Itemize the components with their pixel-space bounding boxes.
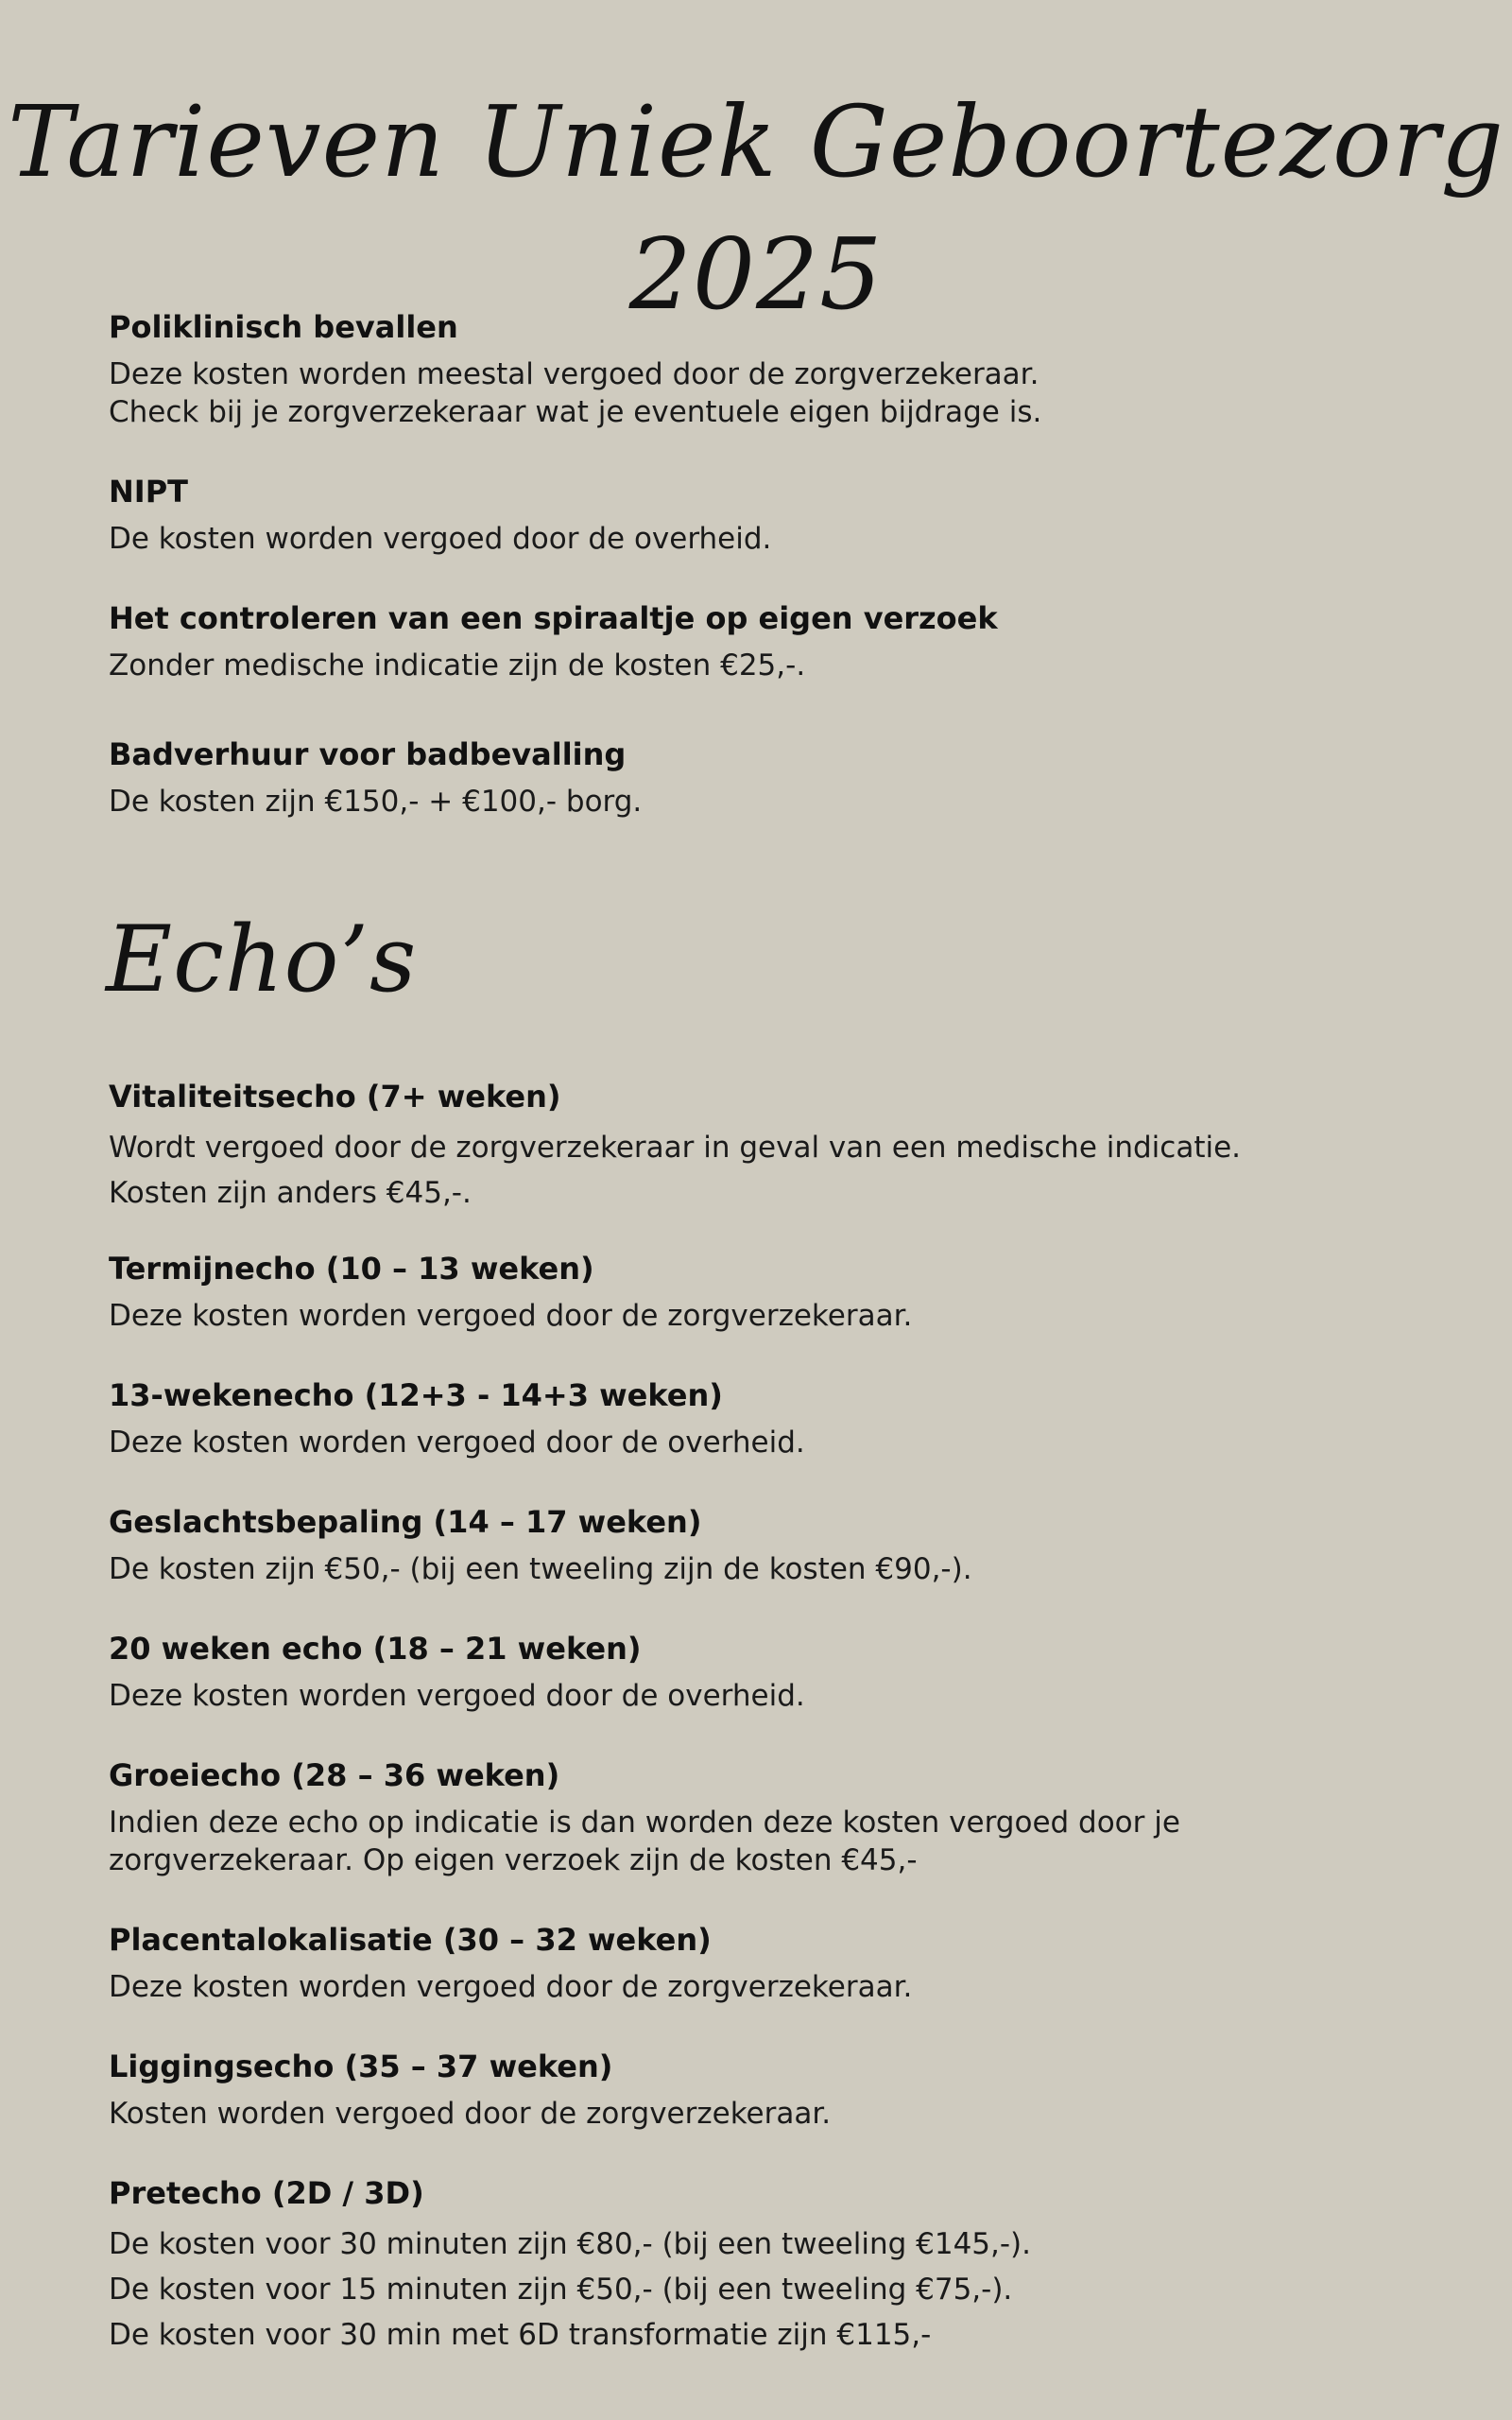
item-text: zorgverzekeraar. Op eigen verzoek zijn de kosten €45,- — [109, 1843, 918, 1877]
item-text: Wordt vergoed door de zorgverzekeraar in geval van een medische indicatie. — [109, 1131, 1242, 1165]
item-badverhuur — [109, 735, 1413, 821]
item-text: De kosten zijn €150,- + €100,- borg. — [109, 785, 643, 819]
item-text: De kosten worden vergoed door de overheid. — [109, 522, 772, 556]
item-placentalokalisatie — [109, 1921, 1413, 2006]
item-heading: Het controleren van een spiraaltje op eigen verzoek — [109, 600, 998, 636]
item-vitaliteitsecho — [109, 1078, 1413, 1216]
item-heading: Pretecho (2D / 3D) — [109, 2175, 424, 2211]
item-spiraaltje — [109, 599, 1413, 684]
item-text: Deze kosten worden vergoed door de zorgverzekeraar. — [109, 1970, 913, 2004]
item-pretecho — [109, 2174, 1413, 2358]
item-text: Kosten worden vergoed door de zorgverzekeraar. — [109, 2097, 832, 2131]
item-heading: Groeiecho (28 – 36 weken) — [109, 1757, 560, 1793]
page-title: Tarieven Uniek Geboortezorg 2025 — [8, 84, 1504, 332]
item-text: Deze kosten worden vergoed door de overheid. — [109, 1426, 805, 1460]
item-text: Deze kosten worden meestal vergoed door de zorgverzekeraar. — [109, 357, 1040, 391]
item-text: Kosten zijn anders €45,-. — [109, 1176, 472, 1210]
item-termijnecho — [109, 1250, 1413, 1335]
item-text: Zonder medische indicatie zijn de kosten €25,-. — [109, 648, 806, 683]
item-text: Deze kosten worden vergoed door de zorgverzekeraar. — [109, 1299, 913, 1333]
item-text: De kosten voor 30 min met 6D transformatie zijn €115,- — [109, 2318, 932, 2352]
item-20-weken-echo — [109, 1630, 1413, 1715]
section-title-echos: Echo’s — [106, 907, 418, 1012]
item-heading: Termijnecho (10 – 13 weken) — [109, 1251, 594, 1287]
item-heading: 20 weken echo (18 – 21 weken) — [109, 1631, 642, 1667]
item-liggingsecho — [109, 2048, 1413, 2133]
item-heading: 13-wekenecho (12+3 - 14+3 weken) — [109, 1377, 723, 1413]
item-heading: Placentalokalisatie (30 – 32 weken) — [109, 1922, 712, 1958]
item-text: De kosten zijn €50,- (bij een tweeling zijn de kosten €90,-). — [109, 1552, 972, 1586]
item-poliklinisch-bevallen — [109, 308, 1413, 431]
item-geslachtsbepaling — [109, 1503, 1413, 1588]
item-13-wekenecho — [109, 1376, 1413, 1461]
item-heading: Poliklinisch bevallen — [109, 309, 458, 345]
item-text: Deze kosten worden vergoed door de overheid. — [109, 1679, 805, 1713]
item-heading: NIPT — [109, 474, 188, 510]
item-heading: Liggingsecho (35 – 37 weken) — [109, 2048, 613, 2084]
item-groeiecho — [109, 1756, 1413, 1879]
item-text: De kosten voor 30 minuten zijn €80,- (bij een tweeling €145,-). — [109, 2227, 1032, 2261]
item-heading: Badverhuur voor badbevalling — [109, 736, 627, 772]
item-text: De kosten voor 15 minuten zijn €50,- (bij een tweeling €75,-). — [109, 2273, 1013, 2307]
item-text: Indien deze echo op indicatie is dan worden deze kosten vergoed door je — [109, 1806, 1180, 1840]
item-heading: Geslachtsbepaling (14 – 17 weken) — [109, 1504, 702, 1540]
item-heading: Vitaliteitsecho (7+ weken) — [109, 1079, 561, 1115]
item-text: Check bij je zorgverzekeraar wat je eventuele eigen bijdrage is. — [109, 395, 1042, 429]
item-nipt — [109, 473, 1413, 558]
